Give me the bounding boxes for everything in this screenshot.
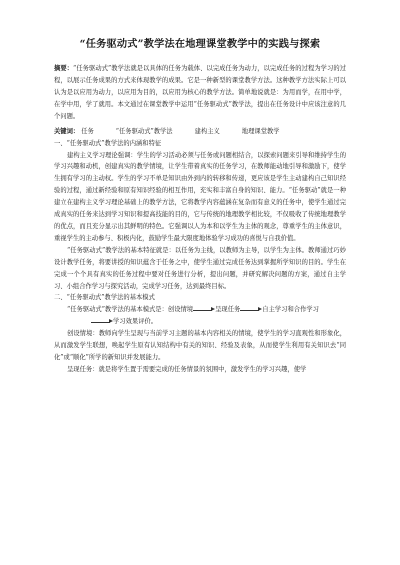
keyword-item: “任务驱动式”教学法 [115,127,173,135]
abstract [54,63,346,123]
mode-step-learning: 自主学习和合作学习 [262,306,319,314]
mode-flow [54,304,346,316]
document-title: “任务驱动式”教学法在地理课堂教学中的实践与探索 [79,38,321,50]
section1-paragraph-1: 建构主义学习理论强调：学生的学习活动必须与任务或问题相结合，以探索问题来引导和维持学生的学习兴趣和动机，创建真实的教学情境，让学生带着真实的任务学习，在教师能动地引导和激励下，使学生拥有学习的主动权。学生的学习不单是知识由外到内的转移和传递，更应该是学生主动建构自己知识经验的过程，通过新经验和原有知识经验的相互作用，充实和丰富自身的知识、能力。“任务驱动”就是一种建立在建构主义学习理论基础上的教学方法，它将教学内容蕴涵在复杂而有意义的任务中，使学生通过完成真实的任务来达到学习知识和提高技能的目的，它与传统的地理教学相比较，不仅吸收了传统地理教学的优点，而且充分显示出其鲜明的特色。它强调以人为本和以学生为主体的观念，尊重学生的主体意识，重视学生的主动参与、积极内化，鼓励学生最大限度地体验学习成功的喜悦与自我价值。 [54,151,346,242]
arrow-right-icon [91,319,113,325]
section-heading-2: 二、“任务驱动式”教学法的基本模式 [54,294,155,302]
section1-paragraph-2: “任务驱动式”教学法的基本特征就是：以任务为主线，以教师为主导，以学生为主体。教师通过巧妙设计教学任务，将要讲授的知识蕴含于任务之中，使学生通过完成任务达到掌握所学知识的目的。学生在完成一个个具有真实的任务过程中要对任务进行分析，提出问题，并研究解决问题的方案，通过自主学习、小组合作学习与探究活动，完成学习任务，达到最终目标。 [54,246,346,290]
keywords [54,126,346,138]
keywords-label: 关键词： [54,127,80,135]
arrow-right-icon [193,307,215,313]
section2-paragraph-2: 呈现任务：就是将学生置于需要完成的任务情景的氛围中，激发学生的学习兴趣，使学 [67,365,307,373]
mode-step-evaluation: 学习效果评价。 [113,318,158,326]
section2-paragraph-1: 创设情境：教师向学生呈现与当前学习主题的基本内容相关的情境，使学生的学习直观性和形象化，从而激发学生联想，唤起学生原有认知结构中有关的知识、经验及表象，从而使学生利用有关知识去“同化”或“顺化”所学的新知识并发展能力。 [54,330,346,362]
section-heading-1: 一、“任务驱动式”教学法的内涵和特征 [54,139,162,147]
abstract-label: 摘要： [54,65,74,72]
keyword-item: 任务 [81,127,94,135]
keyword-item: 地理课堂教学 [241,127,280,135]
mode-intro: “任务驱动式”教学法的基本模式是：创设情境 [67,306,194,314]
mode-step-present-task: 呈现任务 [215,306,241,314]
keyword-item: 建构主义 [194,127,220,135]
abstract-text: “任务驱动式”教学法就是以具体的任务为载体、以完成任务为动力，以完成任务的过程为学习的过程，以展示任务成果的方式来体现教学的成果。它是一种新型的课堂教学方法。这种教学方法实际上可以认为是以应用为动力，以应用为目的，以应用为核心的教学方法。简单地说就是：为用而学，在用中学，在学中用，学了就用。本文通过在课堂教学中运用“任务驱动式”教学法，提出在任务设计中应该注意的几个问题。 [54,65,346,120]
mode-flow-cont [54,316,346,328]
arrow-right-icon [240,307,262,313]
